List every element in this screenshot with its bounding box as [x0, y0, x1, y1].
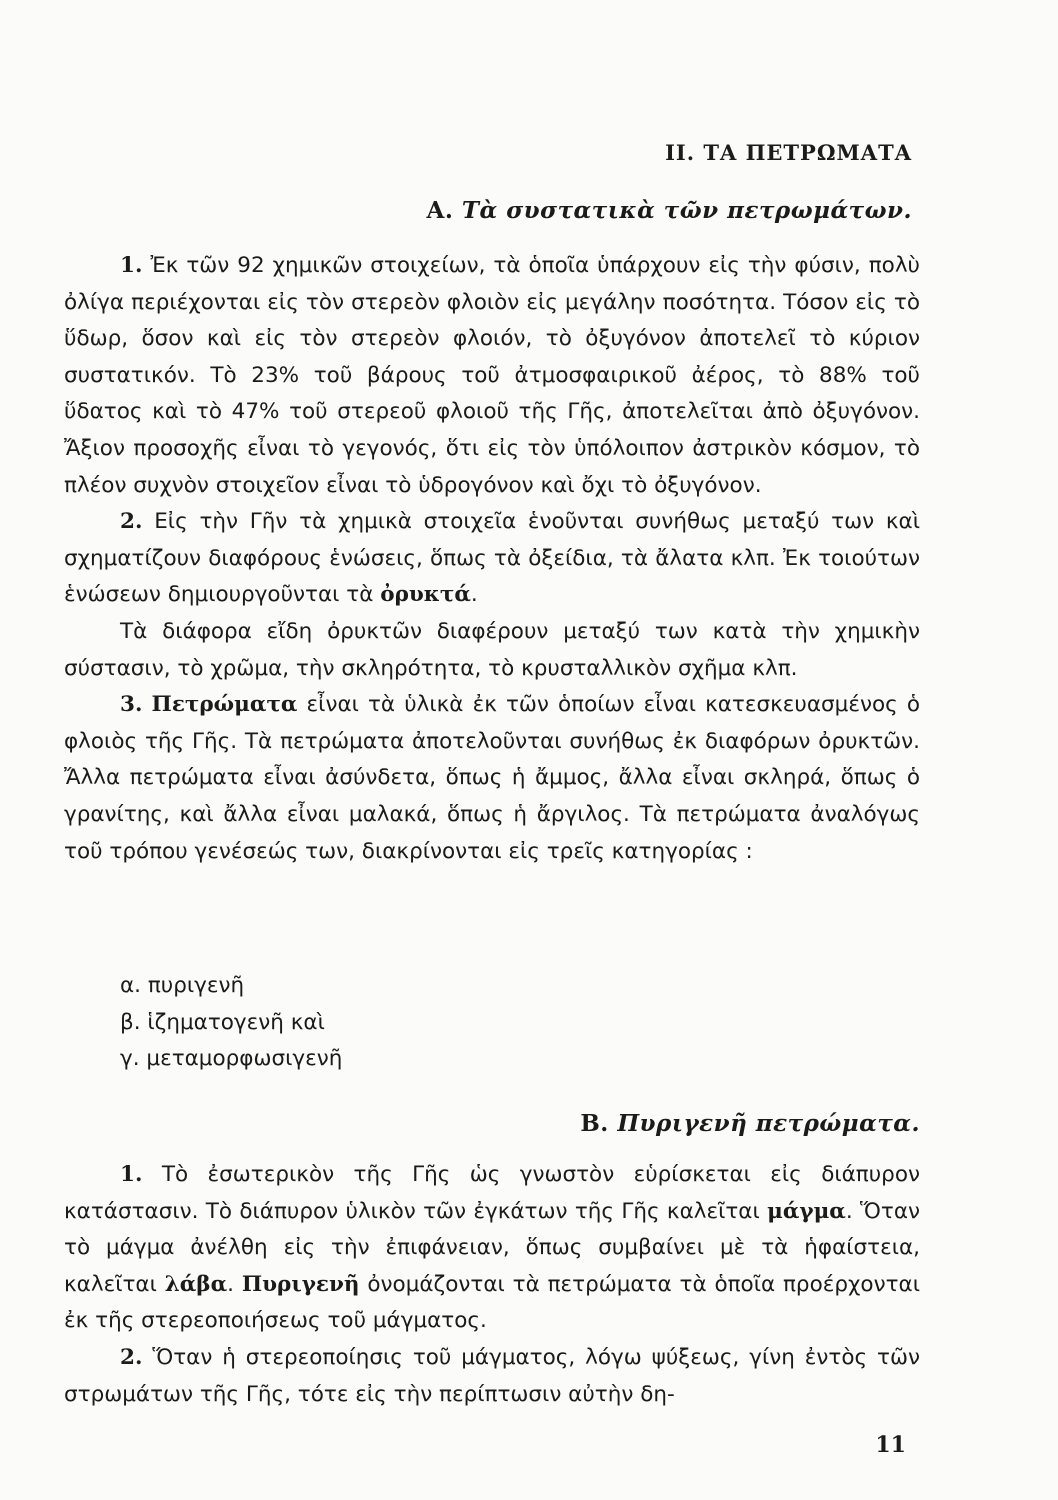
list-item: γ. μεταμορφωσιγενῆ	[120, 1046, 343, 1071]
section-b-label: Β.	[580, 1110, 609, 1137]
paragraph-text: .	[227, 1271, 234, 1297]
list-item: β. ἱζηματογενῆ καὶ	[120, 1009, 325, 1035]
paragraph-text: ὀνομάζονται τὰ πετρώματα τὰ ὁποῖα προέρχονται ἐκ τῆς στερεοποιήσεως τοῦ μάγματος.	[64, 1271, 920, 1334]
list-item: α. πυριγενῆ	[120, 973, 245, 998]
paragraph-text: εἶναι τὰ ὑλικὰ ἐκ τῶν ὁποίων εἶναι κατεσκευασμένος ὁ φλοιὸς τῆς Γῆς. Τὰ πετρώματα ἀποτελοῦνται συνήθως ἐκ διαφόρων ὀρυκτῶν. Ἄλλα πετρώματα εἶναι ἀσύνδετα, ὅπως ἡ ἄμμος, ἄλλα εἶναι σκληρά, ὅπως ὁ γρανίτης, καὶ ἄλλα εἶναι μαλακά, ὅπως ἡ ἄργιλος. Τὰ πετρώματα ἀναλόγως τοῦ τρόπου γενέσεώς των, διακρίνονται εἰς τρεῖς κατηγορίας :	[64, 692, 920, 864]
term-petromata: Πετρώματα	[151, 692, 298, 718]
paragraph-a2b	[64, 614, 920, 687]
paragraph-number: 2.	[120, 509, 143, 535]
chapter-title: II. ΤΑ ΠΕΤΡΩΜΑΤΑ	[665, 140, 912, 165]
paragraph-end: .	[470, 582, 478, 608]
paragraph-text: Ὅταν ἡ στερεοποίησις τοῦ μάγματος, λόγω ψύξεως, γίνη ἐντὸς τῶν στρωμάτων τῆς Γῆς, τότε εἰς τὴν περίπτωσιν αὐτὴν δη-	[64, 1344, 920, 1407]
paragraph-number: 1.	[120, 1162, 143, 1187]
paragraph-b2	[64, 1340, 920, 1413]
paragraph-text: Τὸ ἐσωτερικὸν τῆς Γῆς ὡς γνωστὸν εὑρίσκεται εἰς διάπυρον κατάστασιν. Τὸ διάπυρον ὑλικὸν τῶν ἐγκάτων τῆς Γῆς καλεῖται	[64, 1162, 920, 1224]
paragraph-a3	[64, 687, 920, 870]
section-a-label: Α.	[426, 197, 454, 224]
paragraph-number: 2.	[120, 1344, 143, 1370]
paragraph-number: 1.	[120, 253, 143, 278]
section-b-title: Πυριγενῆ πετρώματα.	[617, 1110, 920, 1137]
paragraph-b1	[64, 1157, 920, 1340]
paragraph-text: Εἰς τὴν Γῆν τὰ χημικὰ στοιχεῖα ἑνοῦνται συνήθως μεταξύ των καὶ σχηματίζουν διαφόρους ἑνώσεις, ὅπως τὰ ὀξείδια, τὰ ἄλατα κλπ. Ἐκ τοιούτων ἑνώσεων δημιουργοῦνται τὰ	[64, 509, 920, 608]
paragraph-a1	[64, 248, 920, 504]
section-b-body	[64, 1157, 920, 1413]
page-number: 11	[875, 1432, 906, 1458]
paragraph-text: . Ὅταν τὸ μάγμα ἀνέλθη εἰς τὴν ἐπιφάνειαν, ὅπως συμβαίνει μὲ τὰ ἡφαίστεια, καλεῖται	[64, 1198, 921, 1297]
section-a-heading	[427, 197, 913, 224]
paragraph-a2	[64, 504, 920, 614]
paragraph-text: Τὰ διάφορα εἴδη ὀρυκτῶν διαφέρουν μεταξύ των κατὰ τὴν χημικὴν σύστασιν, τὸ χρῶμα, τὴν σκληρότητα, τὸ κρυσταλλικὸν σχῆμα κλπ.	[64, 618, 920, 681]
term-pyrigeni: Πυριγενῆ	[241, 1271, 360, 1297]
paragraph-number: 3.	[120, 692, 143, 718]
category-list	[120, 968, 342, 1078]
term-magma: μάγμα	[767, 1198, 846, 1224]
paragraph-text: Ἐκ τῶν 92 χημικῶν στοιχείων, τὰ ὁποῖα ὑπάρχουν εἰς τὴν φύσιν, πολὺ ὀλίγα περιέχονται εἰς τὸν στερεὸν φλοιὸν εἰς μεγάλην ποσότητα. Τόσον εἰς τὸ ὕδωρ, ὅσον καὶ εἰς τὸν στερεὸν φλοιόν, τὸ ὀξυγόνον ἀποτελεῖ τὸ κύριον συστατικόν. Τὸ 23% τοῦ βάρους τοῦ ἀτμοσφαιρικοῦ ἀέρος, τὸ 88% τοῦ ὕδατος καὶ τὸ 47% τοῦ στερεοῦ φλοιοῦ τῆς Γῆς, ἀποτελεῖται ἀπὸ ὀξυγόνον. Ἄξιον προσοχῆς εἶναι τὸ γεγονός, ὅτι εἰς τὸν ὑπόλοιπον ἀστρικὸν κόσμον, τὸ πλέον συχνὸν στοιχεῖον εἶναι τὸ ὑδρογόνον καὶ ὄχι τὸ ὀξυγόνον.	[64, 253, 920, 498]
section-a-title: Τὰ συστατικὰ τῶν πετρωμάτων.	[461, 197, 912, 224]
term-lava: λάβα	[164, 1271, 228, 1297]
section-a-body	[64, 248, 920, 870]
section-b-heading	[580, 1110, 920, 1137]
term-oryktα: ὀρυκτά	[380, 582, 471, 608]
